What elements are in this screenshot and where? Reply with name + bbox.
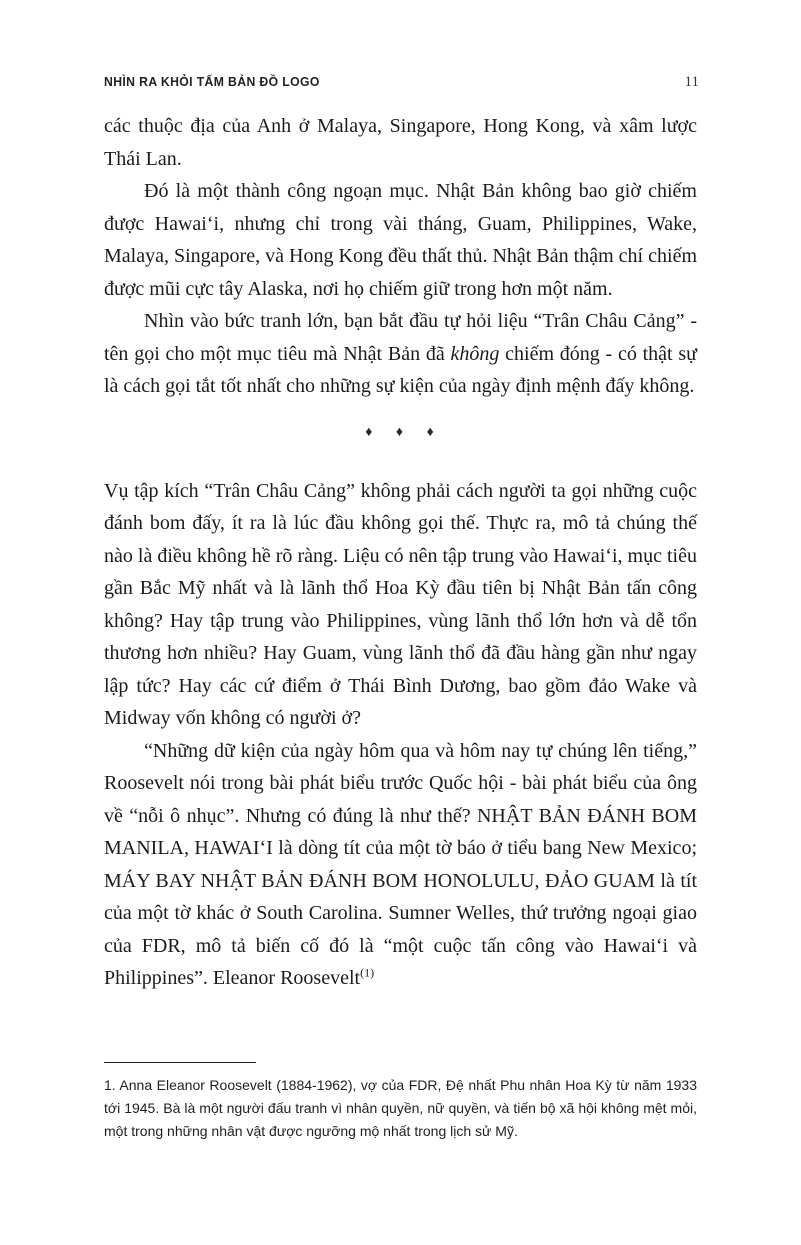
paragraph-text: chiếm đóng - có thật sự là cách gọi tắt tốt nhất cho những sự kiện của ngày định mệnh đấy không. [104, 342, 697, 397]
footnote-reference: (1) [360, 965, 375, 980]
running-title: NHÌN RA KHỎI TẤM BẢN ĐỒ LOGO [104, 74, 320, 89]
paragraph [104, 735, 697, 995]
paragraph: Vụ tập kích “Trân Châu Cảng” không phải cách người ta gọi những cuộc đánh bom đấy, ít ra là lúc đầu không gọi thế. Thực ra, mô tả chúng thế nào là điều không hề rõ ràng. Liệu có nên tập trung vào Hawaiʻi, mục tiêu gần Bắc Mỹ nhất và là lãnh thổ Hoa Kỳ đầu tiên bị Nhật Bản tấn công không? Hay tập trung vào Philippines, vùng lãnh thổ lớn hơn và dễ tổn thương hơn nhiều? Hay Guam, vùng lãnh thổ đã đầu hàng gần như ngay lập tức? Hay các cứ điểm ở Thái Bình Dương, bao gồm đảo Wake và Midway vốn không có người ở? [104, 479, 697, 729]
paragraph [104, 305, 697, 403]
footnote-divider [104, 1062, 256, 1063]
section-break-ornament: ♦ ♦ ♦ [365, 424, 436, 440]
paragraph: Đó là một thành công ngoạn mục. Nhật Bản không bao giờ chiếm được Hawaiʻi, nhưng chỉ trong vài tháng, Guam, Philippines, Wake, Malaya, Singapore, và Hong Kong đều thất thủ. Nhật Bản thậm chí chiếm được mũi cực tây Alaska, nơi họ chiếm giữ trong hơn một năm. [104, 180, 697, 300]
paragraph-text: Nhìn vào bức tranh lớn, bạn bắt đầu tự hỏi liệu “Trân Châu Cảng” - tên gọi cho một mục tiêu mà Nhật Bản đã [104, 310, 697, 365]
footnote-text: 1. Anna Eleanor Roosevelt (1884-1962), vợ của FDR, Đệ nhất Phu nhân Hoa Kỳ từ năm 1933 tới 1945. Bà là một người đấu tranh vì nhân quyền, nữ quyền, và tiến bộ xã hội không mệt mỏi, một trong những nhân vật được ngưỡng mộ nhất trong lịch sử Mỹ. [104, 1077, 697, 1139]
page-body [104, 110, 697, 995]
emphasized-word: không [450, 342, 500, 365]
paragraph-text: “Những dữ kiện của ngày hôm qua và hôm nay tự chúng lên tiếng,” Roosevelt nói trong bài phát biểu trước Quốc hội - bài phát biểu của ông về “nỗi ô nhục”. Nhưng có đúng là như thế? NHẬT BẢN ĐÁNH BOM MANILA, HAWAIʻI là dòng tít của một tờ báo ở tiểu bang New Mexico; MÁY BAY NHẬT BẢN ĐÁNH BOM HONOLULU, ĐẢO GUAM là tít của một tờ khác ở South Carolina. Sumner Welles, thứ trưởng ngoại giao của FDR, mô tả biến cố đó là “một cuộc tấn công vào Hawaiʻi và Philippines”. Eleanor Roosevelt [104, 739, 697, 989]
page-header [104, 74, 699, 91]
page-number: 11 [684, 74, 699, 90]
footnote-area [104, 1062, 697, 1143]
paragraph-continuation: các thuộc địa của Anh ở Malaya, Singapore, Hong Kong, và xâm lược Thái Lan. [104, 115, 697, 170]
